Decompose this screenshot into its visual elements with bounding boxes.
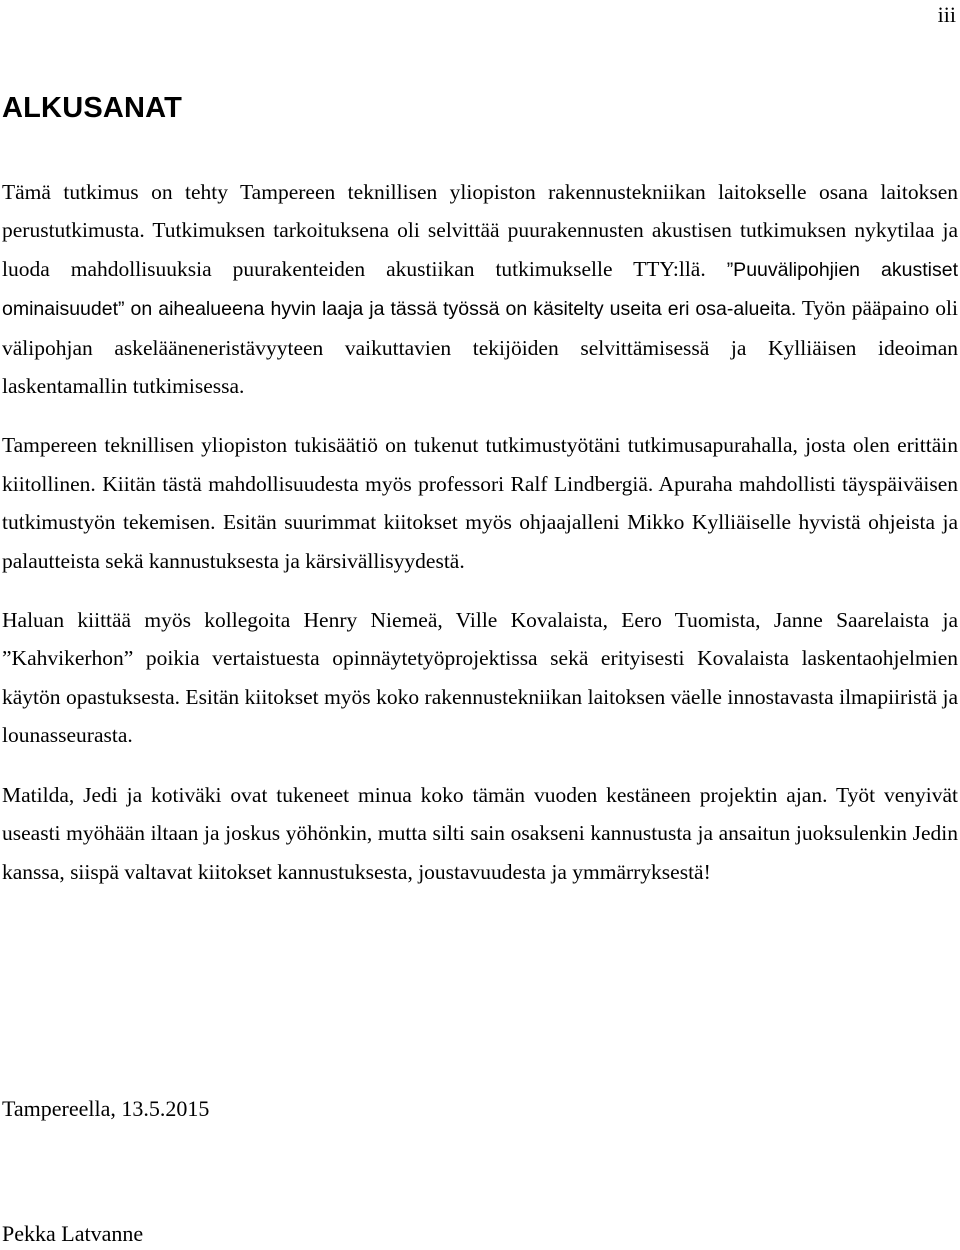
page-number: iii [937, 2, 956, 27]
page-heading: ALKUSANAT [2, 92, 183, 124]
paragraph-intro [2, 173, 958, 405]
intro-text-2: ”Puuvälipohjien akustiset ominaisuudet” on aihealueena hyvin laaja ja tässä työssä on käsitelty useita eri osa-alueita. [2, 258, 958, 321]
author-signature: Pekka Latvanne [2, 1221, 144, 1246]
paragraph-colleagues: Haluan kiittää myös kollegoita Henry Niemeä, Ville Kovalaista, Eero Tuomista, Janne Saarelaista ja ”Kahvikerhon” poikia vertaistuesta opinnäytetyöprojektissa sekä erityisesti Kovalaista laskentaohjelmien käytön opastuksesta. Esitän kiitokset myös koko rakennustekniikan laitoksen väelle innostavasta ilmapiiristä ja lounasseurasta. [2, 608, 958, 748]
intro-text-3: Työn pääpaino oli välipohjan askelääneneristävyyteen vaikuttavien tekijöiden selvittämisessä ja Kylliäisen ideoiman laskentamallin tutkimisessa. [2, 296, 958, 399]
paragraph-family: Matilda, Jedi ja kotiväki ovat tukeneet minua koko tämän vuoden kestäneen projektin ajan. Työt venyivät useasti myöhään iltaan ja joskus yöhönkin, mutta silti sain osakseni kannustusta ja ansaitun juoksulenkin Jedin kanssa, siispä valtavat kiitokset kannustuksesta, joustavuudesta ja ymmärryksestä! [2, 782, 958, 884]
intro-text-1: Tämä tutkimus on tehty Tampereen teknillisen yliopiston rakennustekniikan laitokselle osana laitoksen perustutkimusta. Tutkimuksen tarkoituksena oli selvittää puurakennusten akustisen tutkimuksen nykytilaa ja luoda mahdollisuuksia puurakenteiden akustiikan tutkimukselle TTY:llä. [2, 180, 958, 281]
body-text [2, 173, 958, 912]
place-date: Tampereella, 13.5.2015 [2, 1096, 210, 1121]
paragraph-funding: Tampereen teknillisen yliopiston tukisäätiö on tukenut tutkimustyötäni tutkimusapurahalla, josta olen erittäin kiitollinen. Kiitän tästä mahdollisuudesta myös professori Ralf Lindbergiä. Apuraha mahdollisti täyspäiväisen tutkimustyön tekemisen. Esitän suurimmat kiitokset myös ohjaajalleni Mikko Kylliäiselle hyvistä ohjeista ja palautteista sekä kannustuksesta ja kärsivällisyydestä. [2, 433, 958, 573]
